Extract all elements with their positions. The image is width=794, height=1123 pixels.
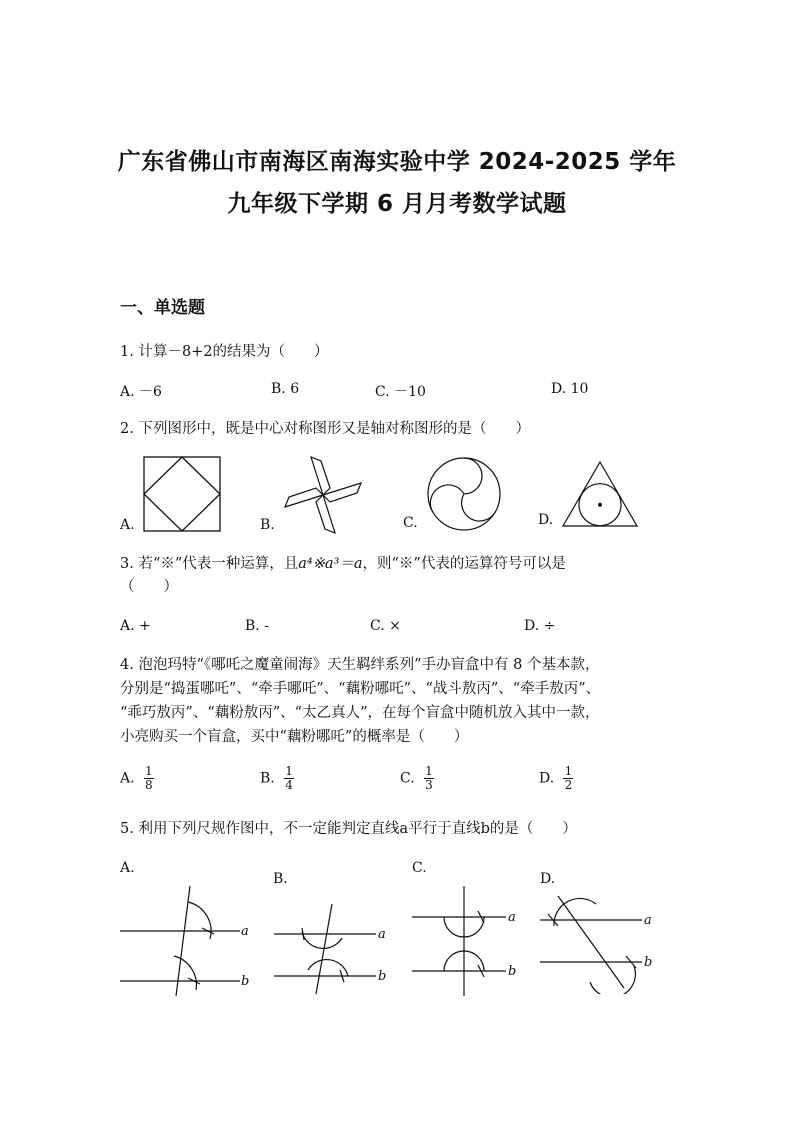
q4-option-a-label: A. <box>120 770 135 787</box>
q2-option-b: B. <box>260 517 275 533</box>
q4-option-b-numerator: 1 <box>285 764 293 778</box>
q4-option-d-numerator: 1 <box>564 764 573 778</box>
q5-figure-a-construction <box>118 884 258 1000</box>
q5-d-line-a-label: a <box>644 913 652 928</box>
question-3-text-line-2: （ ） <box>120 579 178 595</box>
q5-option-b: B. <box>273 871 288 887</box>
q5-a-line-a-label: a <box>241 924 249 939</box>
question-4-line-3: “乖巧敖丙”、“藕粉敖丙”、“太乙真人”，在每个盲盒中随机放入其中一款， <box>120 705 600 721</box>
q1-option-c: C. －10 <box>375 384 426 400</box>
q5-c-line-b-label: b <box>508 964 517 979</box>
q4-option-c <box>400 765 435 792</box>
question-5-text: 5. 利用下列尺规作图中，不一定能判定直线a平行于直线b的是（ ） <box>120 821 577 837</box>
q4-option-d <box>539 765 574 792</box>
q2-option-c: C. <box>403 515 418 531</box>
q4-option-d-label: D. <box>539 770 555 787</box>
q3-text-post: ，则“※”代表的运算符号可以是 <box>362 556 566 572</box>
q5-d-line-b-label: b <box>644 955 653 970</box>
q3-option-a: A. + <box>120 618 151 634</box>
page-title-line-1: 广东省佛山市南海区南海实验中学 2024-2025 学年 <box>117 149 677 175</box>
q1-option-b: B. 6 <box>271 381 300 397</box>
q4-option-d-denominator: 2 <box>564 778 573 792</box>
q2-option-a: A. <box>120 517 135 533</box>
q4-option-a-numerator: 1 <box>145 764 153 778</box>
q2-figure-d-triangle-incircle <box>561 460 639 528</box>
q4-option-c-numerator: 1 <box>425 764 433 778</box>
q5-figure-c-construction <box>410 884 526 1000</box>
q3-text-pre: 3. 若“※”代表一种运算，且 <box>120 556 299 572</box>
q3-option-b: B. - <box>245 618 269 634</box>
q4-option-a <box>120 765 155 792</box>
question-4-line-2: 分别是“捣蛋哪吒”、“牵手哪吒”、“藕粉哪吒”、“战斗敖丙”、“牵手敖丙”、 <box>120 681 601 697</box>
q4-option-d-fraction <box>563 765 575 792</box>
q4-option-b <box>260 765 295 792</box>
question-4-line-4: 小亮购买一个盲盒，买中“藕粉哪吒”的概率是（ ） <box>120 729 469 745</box>
q3-option-c: C. × <box>370 618 401 634</box>
q4-option-c-fraction <box>423 765 435 792</box>
q5-option-d: D. <box>540 871 556 887</box>
q5-option-c: C. <box>412 860 427 876</box>
q1-option-a: A. －6 <box>120 384 162 400</box>
q5-b-line-a-label: a <box>378 927 386 942</box>
q5-c-line-a-label: a <box>508 910 516 925</box>
q3-option-d: D. ÷ <box>524 618 556 634</box>
page-title-line-2: 九年级下学期 6 月月考数学试题 <box>227 191 567 217</box>
q4-option-a-denominator: 8 <box>145 778 153 792</box>
q2-figure-c-triple-swirl <box>426 456 502 532</box>
q2-figure-a-square-diamond <box>143 456 221 532</box>
q2-option-d: D. <box>538 512 554 528</box>
q4-option-a-fraction <box>143 765 155 792</box>
q5-option-a: A. <box>120 860 135 876</box>
q4-option-b-denominator: 4 <box>285 778 293 792</box>
question-4-line-1: 4. 泡泡玛特“《哪吒之魔童闹海》天生羁绊系列”手办盲盒中有 8 个基本款， <box>120 657 600 673</box>
q4-option-c-denominator: 3 <box>425 778 433 792</box>
question-2-text: 2. 下列图形中，既是中心对称图形又是轴对称图形的是（ ） <box>120 421 530 437</box>
q5-figure-d-construction <box>538 890 662 994</box>
q3-expression: a⁴※a³＝a <box>298 556 363 572</box>
q4-option-b-fraction <box>283 765 295 792</box>
q4-option-c-label: C. <box>400 770 415 787</box>
question-3-text <box>120 553 566 575</box>
q4-option-b-label: B. <box>260 770 275 787</box>
q2-figure-b-pinwheel <box>283 455 363 535</box>
section-heading: 一、单选题 <box>120 298 205 318</box>
q5-b-line-b-label: b <box>378 969 387 984</box>
q5-a-line-b-label: b <box>241 974 250 989</box>
question-1-text: 1. 计算－8+2的结果为（ ） <box>120 344 329 360</box>
q1-option-d: D. 10 <box>551 381 589 397</box>
q5-figure-b-construction <box>272 902 396 998</box>
